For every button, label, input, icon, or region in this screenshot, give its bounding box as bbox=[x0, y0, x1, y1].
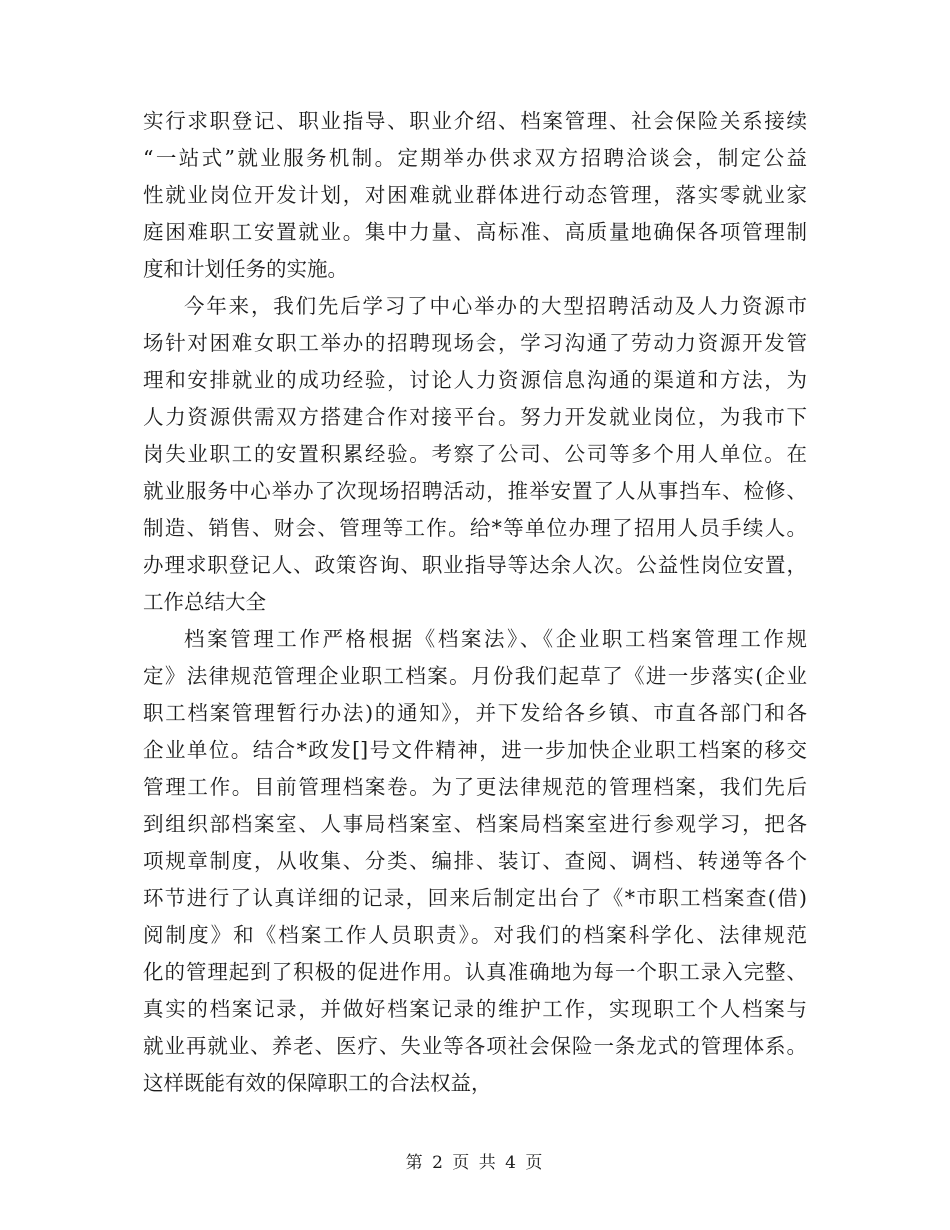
text-line: 理和安排就业的成功经验，讨论人力资源信息沟通的渠道和方法，为 bbox=[143, 368, 807, 392]
text-line: 实行求职登记、职业指导、职业介绍、档案管理、社会保险关系接续 bbox=[143, 109, 807, 133]
text-line: 到组织部档案室、人事局档案室、档案局档案室进行参观学习，把各 bbox=[143, 812, 807, 836]
paragraph-1 bbox=[143, 103, 807, 288]
text-line: 真实的档案记录，并做好档案记录的维护工作，实现职工个人档案与 bbox=[143, 997, 807, 1021]
text-line: 庭困难职工安置就业。集中力量、高标准、高质量地确保各项管理制 bbox=[143, 220, 807, 244]
paragraph-3 bbox=[143, 621, 807, 1102]
text-line: 度和计划任务的实施。 bbox=[143, 257, 348, 281]
paragraph-2 bbox=[143, 288, 807, 621]
text-line: 阅制度》和《档案工作人员职责》。对我们的档案科学化、法律规范 bbox=[143, 923, 807, 947]
text-line: 就业再就业、养老、医疗、失业等各项社会保险一条龙式的管理体系。 bbox=[143, 1034, 807, 1058]
text-line: 环节进行了认真详细的记录，回来后制定出台了《*市职工档案查(借) bbox=[143, 886, 807, 910]
text-line: 今年来，我们先后学习了中心举办的大型招聘活动及人力资源市 bbox=[184, 294, 807, 318]
text-line: 性就业岗位开发计划，对困难就业群体进行动态管理，落实零就业家 bbox=[143, 183, 807, 207]
text-line: 项规章制度，从收集、分类、编排、装订、查阅、调档、转递等各个 bbox=[143, 849, 807, 873]
text-line: 制造、销售、财会、管理等工作。给*等单位办理了招用人员手续人。 bbox=[143, 516, 807, 540]
text-line: 这样既能有效的保障职工的合法权益， bbox=[143, 1071, 492, 1095]
document-body bbox=[143, 103, 807, 1102]
text-line: 工作总结大全 bbox=[143, 590, 266, 614]
text-line: 职工档案管理暂行办法)的通知》，并下发给各乡镇、市直各部门和各 bbox=[143, 701, 807, 725]
text-line: 人力资源供需双方搭建合作对接平台。努力开发就业岗位，为我市下 bbox=[143, 405, 807, 429]
text-line: 定》法律规范管理企业职工档案。月份我们起草了《进一步落实(企业 bbox=[143, 664, 807, 688]
text-line: 岗失业职工的安置积累经验。考察了公司、公司等多个用人单位。在 bbox=[143, 442, 807, 466]
text-line: 管理工作。目前管理档案卷。为了更法律规范的管理档案，我们先后 bbox=[143, 775, 807, 799]
text-line: 场针对困难女职工举办的招聘现场会，学习沟通了劳动力资源开发管 bbox=[143, 331, 807, 355]
text-line: 化的管理起到了积极的促进作用。认真准确地为每一个职工录入完整、 bbox=[143, 960, 807, 984]
text-line: 企业单位。结合*政发[]号文件精神，进一步加快企业职工档案的移交 bbox=[143, 738, 807, 762]
text-line: 就业服务中心举办了次现场招聘活动，推举安置了人从事挡车、检修、 bbox=[143, 479, 807, 503]
text-line: 办理求职登记人、政策咨询、职业指导等达余人次。公益性岗位安置， bbox=[143, 553, 807, 577]
page-number-footer: 第 2 页 共 4 页 bbox=[405, 1153, 545, 1173]
text-line: 档案管理工作严格根据《档案法》、《企业职工档案管理工作规 bbox=[184, 627, 807, 651]
text-line: “一站式”就业服务机制。定期举办供求双方招聘洽谈会，制定公益 bbox=[143, 146, 807, 170]
